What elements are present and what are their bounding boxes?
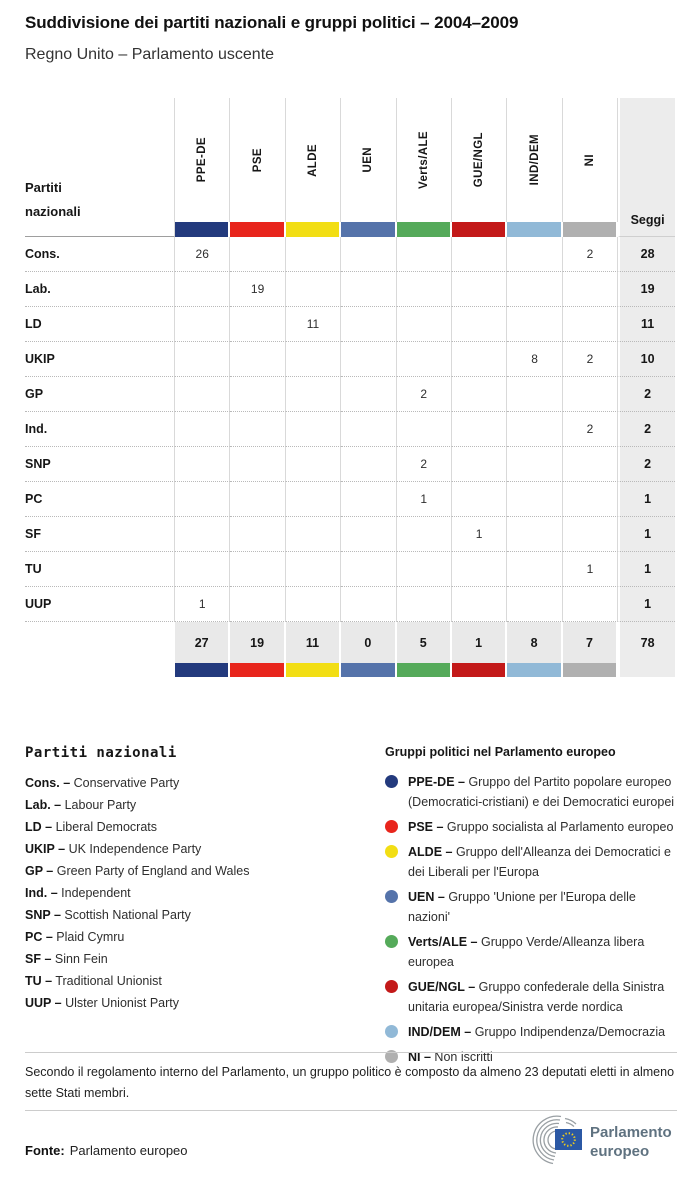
col-header-ppe-de <box>175 98 230 222</box>
party-name: UK Independence Party <box>68 842 202 856</box>
row-label-ukip: UKIP <box>25 342 175 377</box>
party-name: Conservative Party <box>73 776 180 790</box>
cell-ukip-verts-ale <box>397 342 452 377</box>
cell-cons-verts-ale <box>397 237 452 272</box>
cell-cons-ind-dem <box>507 237 562 272</box>
group-desc-text: Gruppo socialista al Parlamento europeo <box>446 820 674 834</box>
cell-cons-ni: 2 <box>563 237 618 272</box>
cell-cons-uen <box>341 237 396 272</box>
cell-gp-verts-ale: 2 <box>397 377 452 412</box>
cell-gp-ni <box>563 377 618 412</box>
cell-snp-ni <box>563 447 618 482</box>
cell-uup-verts-ale <box>397 587 452 622</box>
cell-gp-gue-ngl <box>452 377 507 412</box>
cell-sf-gue-ngl: 1 <box>452 517 507 552</box>
legend-groups-heading: Gruppi politici nel Parlamento europeo <box>385 745 616 759</box>
legend-dot-ind-dem-icon <box>385 1025 398 1038</box>
seats-snp: 2 <box>618 447 675 482</box>
group-description <box>408 977 678 1017</box>
cell-ld-ppe-de <box>175 307 230 342</box>
row-label-tu: TU <box>25 552 175 587</box>
cell-lab-gue-ngl <box>452 272 507 307</box>
col-header-ni <box>563 98 618 222</box>
group-description <box>408 932 678 972</box>
legend-party-item-lab <box>25 794 365 816</box>
cell-ld-ni <box>563 307 618 342</box>
legend-dot-ppe-de-icon <box>385 775 398 788</box>
color-bar-gue-ngl <box>452 222 507 237</box>
seats-ukip: 10 <box>618 342 675 377</box>
cell-pc-alde <box>286 482 341 517</box>
legend-dot-verts-ale-icon <box>385 935 398 948</box>
cell-pc-ppe-de <box>175 482 230 517</box>
legend-party-item-ukip <box>25 838 365 860</box>
legend-party-item-pc <box>25 926 365 948</box>
legend-group-item-gue-ngl <box>385 977 678 1017</box>
group-description <box>408 817 673 837</box>
color-bar-pse <box>230 222 285 237</box>
party-abbr: Lab. – <box>25 798 62 812</box>
cell-uup-ppe-de: 1 <box>175 587 230 622</box>
ep-logo <box>518 1114 683 1170</box>
total-uen: 0 <box>341 622 396 663</box>
cell-snp-pse <box>230 447 285 482</box>
total-pse: 19 <box>230 622 285 663</box>
cell-sf-alde <box>286 517 341 552</box>
col-header-label: GUE/NGL <box>473 132 486 188</box>
source-text: Parlamento europeo <box>69 1143 188 1158</box>
legend-groups-list <box>385 772 678 1067</box>
party-abbr: SNP – <box>25 908 61 922</box>
cell-tu-gue-ngl <box>452 552 507 587</box>
seats-table <box>25 98 675 677</box>
row-label-cons: Cons. <box>25 237 175 272</box>
cell-sf-uen <box>341 517 396 552</box>
cell-sf-verts-ale <box>397 517 452 552</box>
party-name: Traditional Unionist <box>55 974 162 988</box>
cell-ind-uen <box>341 412 396 447</box>
totals-spacer <box>25 622 175 663</box>
legend-dot-pse-icon <box>385 820 398 833</box>
eu-flag-icon <box>555 1129 582 1150</box>
party-abbr: SF – <box>25 952 52 966</box>
row-label-snp: SNP <box>25 447 175 482</box>
cell-pc-verts-ale: 1 <box>397 482 452 517</box>
col-header-ind-dem <box>507 98 562 222</box>
color-bar-alde <box>286 222 341 237</box>
col-header-gue-ngl <box>452 98 507 222</box>
seats-ld: 11 <box>618 307 675 342</box>
cell-tu-ind-dem <box>507 552 562 587</box>
bottom-bar-uen <box>341 663 396 677</box>
cell-ld-verts-ale <box>397 307 452 342</box>
legend-party-item-snp <box>25 904 365 926</box>
cell-lab-ni <box>563 272 618 307</box>
group-code: PSE – <box>408 820 444 834</box>
total-ppe-de: 27 <box>175 622 230 663</box>
cell-sf-ind-dem <box>507 517 562 552</box>
seats-uup: 1 <box>618 587 675 622</box>
legend-parties-heading: Partiti nazionali <box>25 745 177 761</box>
cell-ld-gue-ngl <box>452 307 507 342</box>
party-name: Liberal Democrats <box>55 820 158 834</box>
total-gue-ngl: 1 <box>452 622 507 663</box>
cell-uup-gue-ngl <box>452 587 507 622</box>
cell-ind-ni: 2 <box>563 412 618 447</box>
cell-ld-uen <box>341 307 396 342</box>
cell-tu-ni: 1 <box>563 552 618 587</box>
party-abbr: UUP – <box>25 996 62 1010</box>
legend-group-item-ppe-de <box>385 772 678 812</box>
row-label-ld: LD <box>25 307 175 342</box>
legend-dot-alde-icon <box>385 845 398 858</box>
cell-cons-pse <box>230 237 285 272</box>
col-header-label: IND/DEM <box>528 134 541 186</box>
row-label-sf: SF <box>25 517 175 552</box>
group-code: PPE-DE – <box>408 775 465 789</box>
cell-snp-ppe-de <box>175 447 230 482</box>
party-abbr: Cons. – <box>25 776 71 790</box>
total-alde: 11 <box>286 622 341 663</box>
total-ni: 7 <box>563 622 618 663</box>
cell-snp-uen <box>341 447 396 482</box>
party-abbr: Ind. – <box>25 886 58 900</box>
legend-group-item-alde <box>385 842 678 882</box>
cell-pc-ni <box>563 482 618 517</box>
legend-party-item-ld <box>25 816 365 838</box>
seats-cons: 28 <box>618 237 675 272</box>
table-corner-header <box>25 98 175 237</box>
group-description <box>408 772 678 812</box>
cell-ind-alde <box>286 412 341 447</box>
cell-sf-ppe-de <box>175 517 230 552</box>
cell-ukip-gue-ngl <box>452 342 507 377</box>
legend-dot-uen-icon <box>385 890 398 903</box>
party-name: Ulster Unionist Party <box>65 996 180 1010</box>
cell-ind-ind-dem <box>507 412 562 447</box>
cell-ukip-alde <box>286 342 341 377</box>
cell-lab-pse: 19 <box>230 272 285 307</box>
legend-group-item-pse <box>385 817 678 837</box>
cell-cons-ppe-de: 26 <box>175 237 230 272</box>
legend-party-item-gp <box>25 860 365 882</box>
group-code: ALDE – <box>408 845 453 859</box>
legend-group-item-ind-dem <box>385 1022 678 1042</box>
cell-lab-ppe-de <box>175 272 230 307</box>
col-header-seggi: Seggi <box>618 98 675 237</box>
cell-gp-ppe-de <box>175 377 230 412</box>
bottom-bar-alde <box>286 663 341 677</box>
color-bar-verts-ale <box>397 222 452 237</box>
footnote: Secondo il regolamento interno del Parlamento, un gruppo politico è composto da almeno 23 deputati eletti in almeno sette Stati membri. <box>25 1065 675 1100</box>
legend-group-item-uen <box>385 887 678 927</box>
group-desc-text: Gruppo 'Unione per l'Europa delle nazioni' <box>408 890 636 924</box>
legend-party-item-uup <box>25 992 365 1014</box>
cell-pc-uen <box>341 482 396 517</box>
col-header-label: PSE <box>251 147 264 173</box>
divider-bottom <box>25 1110 677 1111</box>
group-desc-text: Gruppo confederale della Sinistra unitaria europea/Sinistra verde nordica <box>408 980 665 1014</box>
col-header-label: PPE-DE <box>196 137 209 183</box>
cell-lab-alde <box>286 272 341 307</box>
cell-sf-ni <box>563 517 618 552</box>
cell-uup-alde <box>286 587 341 622</box>
legend-parties-list <box>25 772 365 1014</box>
cell-tu-alde <box>286 552 341 587</box>
cell-snp-ind-dem <box>507 447 562 482</box>
group-code: UEN – <box>408 890 445 904</box>
row-label-pc: PC <box>25 482 175 517</box>
legend-party-item-tu <box>25 970 365 992</box>
group-desc-text: Gruppo Verde/Alleanza libera europea <box>408 935 645 969</box>
party-abbr: LD – <box>25 820 53 834</box>
cell-ld-pse <box>230 307 285 342</box>
ep-logo-graphic <box>518 1114 683 1170</box>
seats-tu: 1 <box>618 552 675 587</box>
cell-ind-verts-ale <box>397 412 452 447</box>
cell-ind-pse <box>230 412 285 447</box>
total-seats: 78 <box>618 622 675 663</box>
cell-ld-alde: 11 <box>286 307 341 342</box>
cell-gp-ind-dem <box>507 377 562 412</box>
party-name: Plaid Cymru <box>56 930 125 944</box>
total-ind-dem: 8 <box>507 622 562 663</box>
bottom-bar-ind-dem <box>507 663 562 677</box>
col-header-label: UEN <box>362 147 375 173</box>
corner-header-line2: nazionali <box>25 204 81 219</box>
row-label-gp: GP <box>25 377 175 412</box>
bottom-bar-ppe-de <box>175 663 230 677</box>
col-header-label: ALDE <box>306 143 319 177</box>
cell-pc-gue-ngl <box>452 482 507 517</box>
cell-uup-ni <box>563 587 618 622</box>
bottom-bar-gue-ngl <box>452 663 507 677</box>
bottom-bar-ni <box>563 663 618 677</box>
bottom-bar-verts-ale <box>397 663 452 677</box>
logo-text-line2: europeo <box>590 1143 650 1160</box>
cell-lab-ind-dem <box>507 272 562 307</box>
cell-gp-pse <box>230 377 285 412</box>
seats-column-footer <box>618 663 675 677</box>
legend-party-item-sf <box>25 948 365 970</box>
party-abbr: TU – <box>25 974 53 988</box>
party-name: Independent <box>61 886 131 900</box>
total-verts-ale: 5 <box>397 622 452 663</box>
bottom-bar-pse <box>230 663 285 677</box>
cell-snp-gue-ngl <box>452 447 507 482</box>
cell-ukip-ind-dem: 8 <box>507 342 562 377</box>
cell-uup-uen <box>341 587 396 622</box>
cell-uup-pse <box>230 587 285 622</box>
legend-party-item-cons <box>25 772 365 794</box>
page-subtitle: Regno Unito – Parlamento uscente <box>25 46 275 63</box>
page-title: Suddivisione dei partiti nazionali e gruppi politici – 2004–2009 <box>25 13 519 32</box>
cell-sf-pse <box>230 517 285 552</box>
group-code: Verts/ALE – <box>408 935 478 949</box>
party-abbr: GP – <box>25 864 54 878</box>
seats-sf: 1 <box>618 517 675 552</box>
cell-cons-gue-ngl <box>452 237 507 272</box>
cell-ind-gue-ngl <box>452 412 507 447</box>
cell-uup-ind-dem <box>507 587 562 622</box>
group-description <box>408 1022 665 1042</box>
cell-snp-verts-ale: 2 <box>397 447 452 482</box>
color-bar-ppe-de <box>175 222 230 237</box>
party-name: Scottish National Party <box>64 908 191 922</box>
legend-political-groups <box>385 745 678 1072</box>
cell-pc-pse <box>230 482 285 517</box>
col-header-uen <box>341 98 396 222</box>
seats-pc: 1 <box>618 482 675 517</box>
cell-gp-uen <box>341 377 396 412</box>
party-name: Green Party of England and Wales <box>56 864 250 878</box>
cell-tu-verts-ale <box>397 552 452 587</box>
col-header-label: NI <box>583 153 596 167</box>
cell-tu-uen <box>341 552 396 587</box>
group-code: IND/DEM – <box>408 1025 472 1039</box>
row-label-lab: Lab. <box>25 272 175 307</box>
color-bar-ni <box>563 222 618 237</box>
legend-party-item-ind <box>25 882 365 904</box>
cell-ukip-pse <box>230 342 285 377</box>
group-desc-text: Gruppo del Partito popolare europeo (Democratici-cristiani) e dei Democratici europei <box>408 775 675 809</box>
cell-cons-alde <box>286 237 341 272</box>
row-label-ind: Ind. <box>25 412 175 447</box>
party-abbr: PC – <box>25 930 53 944</box>
col-header-alde <box>286 98 341 222</box>
group-code: GUE/NGL – <box>408 980 476 994</box>
cell-ukip-uen <box>341 342 396 377</box>
cell-gp-alde <box>286 377 341 412</box>
group-desc-text: Gruppo Indipendenza/Democrazia <box>474 1025 666 1039</box>
cell-lab-uen <box>341 272 396 307</box>
color-bar-ind-dem <box>507 222 562 237</box>
group-desc-text: Non iscritti <box>434 1050 493 1064</box>
cell-ld-ind-dem <box>507 307 562 342</box>
cell-pc-ind-dem <box>507 482 562 517</box>
color-bar-uen <box>341 222 396 237</box>
row-label-uup: UUP <box>25 587 175 622</box>
cell-ukip-ni: 2 <box>563 342 618 377</box>
cell-ukip-ppe-de <box>175 342 230 377</box>
legend-group-item-verts-ale <box>385 932 678 972</box>
party-name: Sinn Fein <box>54 952 108 966</box>
cell-snp-alde <box>286 447 341 482</box>
party-abbr: UKIP – <box>25 842 66 856</box>
group-desc-text: Gruppo dell'Alleanza dei Democratici e dei Liberali per l'Europa <box>408 845 671 879</box>
divider-top <box>25 1052 677 1053</box>
cell-ind-ppe-de <box>175 412 230 447</box>
seats-ind: 2 <box>618 412 675 447</box>
corner-header-line1: Partiti <box>25 180 62 195</box>
group-code: NI – <box>408 1050 431 1064</box>
col-header-pse <box>230 98 285 222</box>
legend-national-parties <box>25 745 365 1014</box>
source-line <box>25 1143 188 1158</box>
cell-lab-verts-ale <box>397 272 452 307</box>
party-name: Labour Party <box>64 798 137 812</box>
legend-dot-gue-ngl-icon <box>385 980 398 993</box>
logo-text-line1: Parlamento <box>590 1124 672 1141</box>
group-description <box>408 887 678 927</box>
seats-lab: 19 <box>618 272 675 307</box>
seats-gp: 2 <box>618 377 675 412</box>
source-label: Fonte: <box>25 1143 65 1158</box>
cell-tu-ppe-de <box>175 552 230 587</box>
cell-tu-pse <box>230 552 285 587</box>
col-header-verts-ale <box>397 98 452 222</box>
col-header-label: Verts/ALE <box>417 131 430 189</box>
group-description <box>408 842 678 882</box>
